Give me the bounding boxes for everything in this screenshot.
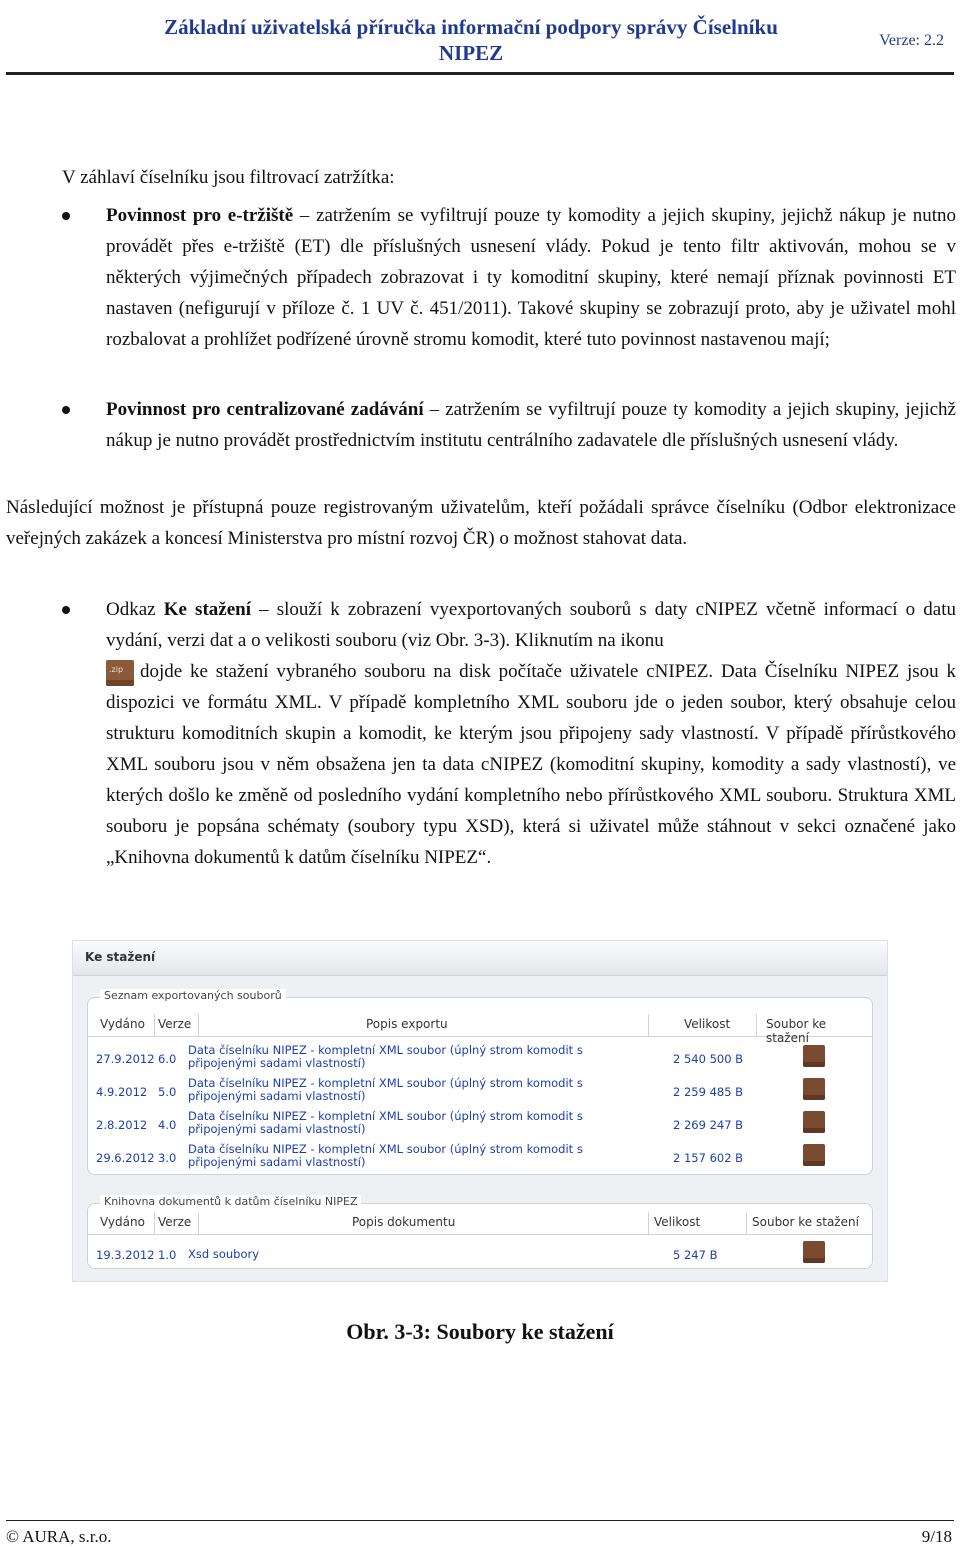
table-row (88, 1075, 872, 1108)
bullet-eshop-bold: Povinnost pro e-tržiště (106, 205, 294, 226)
figure-caption: Obr. 3-3: Soubory ke stažení (346, 1319, 614, 1344)
bullet-icon (62, 406, 70, 414)
bullet-icon (62, 606, 70, 614)
bullet-central (62, 394, 956, 456)
bullet-eshop-body: – zatržením se vyfiltrují pouze ty komodity a jejich skupiny, jejichž nákup je nutno provádět přes e-tržiště (ET) dle příslušných usnesení vlády. Pokud je tento filtr aktivován, mohou se v některých výjimečných případech zobrazovat i ty komoditní skupiny, které nemají příznak povinnosti ET nastaven (nefigurují v příloze č. 1 UV č. 451/2011). Takové skupiny se zobrazují proto, aby je uživatel mohl rozbalovat a prohlížet podřízené úrovně stromu komodit, které tuto povinnost nastavenou mají; (106, 205, 956, 350)
col-version: Verze (158, 1215, 192, 1229)
row-description: Data číselníku NIPEZ - kompletní XML soubor (úplný strom komodit s připojenými sadami vlastností) (188, 1043, 583, 1070)
col-file: Soubor ke stažení (766, 1017, 827, 1045)
footer-company: © AURA, s.r.o. (6, 1527, 112, 1546)
bullet-icon (62, 212, 70, 220)
row-description: Xsd soubory (188, 1247, 260, 1261)
bullet-eshop-text (106, 200, 956, 355)
row-version: 6.0 (158, 1052, 177, 1066)
col-size: Velikost (654, 1215, 701, 1229)
library-table-header (88, 1212, 872, 1235)
downloads-title: Ke stažení (85, 950, 156, 964)
table-row (88, 1108, 872, 1141)
row-date: 27.9.2012 (96, 1052, 155, 1066)
bullet-central-body: – zatržením se vyfiltrují pouze ty komodity a jejich skupiny, jejichž nákup je nutno provádět prostřednictvím institutu centrálního zadavatele dle příslušných usnesení vlády. (106, 399, 956, 451)
download-icon[interactable] (803, 1078, 825, 1100)
row-size: 2 269 247 B (673, 1118, 744, 1132)
col-description: Popis dokumentu (352, 1215, 456, 1229)
row-size: 2 157 602 B (673, 1151, 744, 1165)
zip-download-icon (106, 660, 134, 686)
download-icon[interactable] (803, 1111, 825, 1133)
download-icon[interactable] (803, 1045, 825, 1067)
row-version: 4.0 (158, 1118, 177, 1132)
document-version: Verze: 2.2 (879, 32, 944, 49)
page-number: 9/18 (921, 1527, 952, 1546)
exports-table-header (88, 1014, 872, 1045)
row-version: 1.0 (158, 1248, 177, 1262)
bullet-download-body2: dojde ke stažení vybraného souboru na disk počítače uživatele cNIPEZ. Data Číselníku NIPEZ jsou k dispozici ve formátu XML. V případě kompletního XML souboru jde o jeden soubor, který obsahuje celou strukturu komoditních skupin a komodit, ke kterým jsou připojeny sady vlastností. V případě přírůstkového XML souboru jsou v něm obsažena jen ta data cNIPEZ (komoditní skupiny, komodity a sady vlastností), ve kterých došlo ke změně od posledního vydání kompletního nebo přírůstkového XML souboru. Struktura XML souboru je popsána schématy (soubory typu XSD), která si uživatel může stáhnout v sekci označené jako „Knihovna dokumentů k datům číselníku NIPEZ“. (106, 661, 956, 868)
row-version: 5.0 (158, 1085, 177, 1099)
page-header (6, 0, 954, 75)
bullet-download-text (106, 594, 956, 873)
downloads-title-bar (73, 941, 887, 976)
library-panel (87, 1195, 873, 1269)
bullet-download-body1: – slouží k zobrazení vyexportovaných souborů s daty cNIPEZ včetně informací o datu vydání, verzi dat a o velikosti souboru (viz Obr. 3-3). Kliknutím na ikonu (106, 599, 956, 651)
library-legend: Knihovna dokumentů k datům číselníku NIPEZ (100, 1195, 361, 1208)
row-description: Data číselníku NIPEZ - kompletní XML soubor (úplný strom komodit s připojenými sadami vlastností) (188, 1076, 583, 1103)
row-description: Data číselníku NIPEZ - kompletní XML soubor (úplný strom komodit s připojenými sadami vlastností) (188, 1109, 583, 1136)
row-date: 4.9.2012 (96, 1085, 148, 1099)
page-footer (6, 1520, 954, 1546)
row-date: 2.8.2012 (96, 1118, 148, 1132)
row-size: 5 247 B (673, 1248, 718, 1262)
row-version: 3.0 (158, 1151, 177, 1165)
col-description: Popis exportu (366, 1017, 448, 1031)
downloads-screenshot (72, 940, 888, 1282)
download-icon[interactable] (803, 1241, 825, 1263)
col-file: Soubor ke stažení (752, 1215, 859, 1229)
bullet-download-bold: Ke stažení (163, 599, 251, 620)
table-row (88, 1141, 872, 1174)
bullet-download (62, 594, 956, 873)
exports-legend: Seznam exportovaných souborů (100, 989, 286, 1002)
bullet-central-text (106, 394, 956, 456)
table-row (88, 1042, 872, 1075)
bullet-eshop (62, 200, 956, 355)
col-size: Velikost (684, 1017, 731, 1031)
exports-panel (87, 989, 873, 1175)
bullet-download-prefix: Odkaz (106, 599, 164, 620)
row-size: 2 259 485 B (673, 1085, 744, 1099)
row-description: Data číselníku NIPEZ - kompletní XML soubor (úplný strom komodit s připojenými sadami vlastností) (188, 1142, 583, 1169)
intro-text: V záhlaví číselníku jsou filtrovací zatržítka: (62, 167, 395, 188)
bullet-central-bold: Povinnost pro centralizované zadávání (106, 399, 424, 420)
table-row (88, 1238, 872, 1271)
col-issued: Vydáno (100, 1017, 145, 1031)
registered-users-paragraph: Následující možnost je přístupná pouze registrovaným uživatelům, kteří požádali správce číselníku (Odbor elektronizace veřejných zakázek a koncesí Ministerstva pro místní rozvoj ČR) o možnost stahovat data. (6, 497, 956, 549)
row-date: 19.3.2012 (96, 1248, 155, 1262)
row-date: 29.6.2012 (96, 1151, 155, 1165)
col-issued: Vydáno (100, 1215, 145, 1229)
row-size: 2 540 500 B (673, 1052, 744, 1066)
download-icon[interactable] (803, 1144, 825, 1166)
document-title: Základní uživatelská příručka informační podpory správy Číselníku NIPEZ (164, 15, 778, 65)
col-version: Verze (158, 1017, 192, 1031)
